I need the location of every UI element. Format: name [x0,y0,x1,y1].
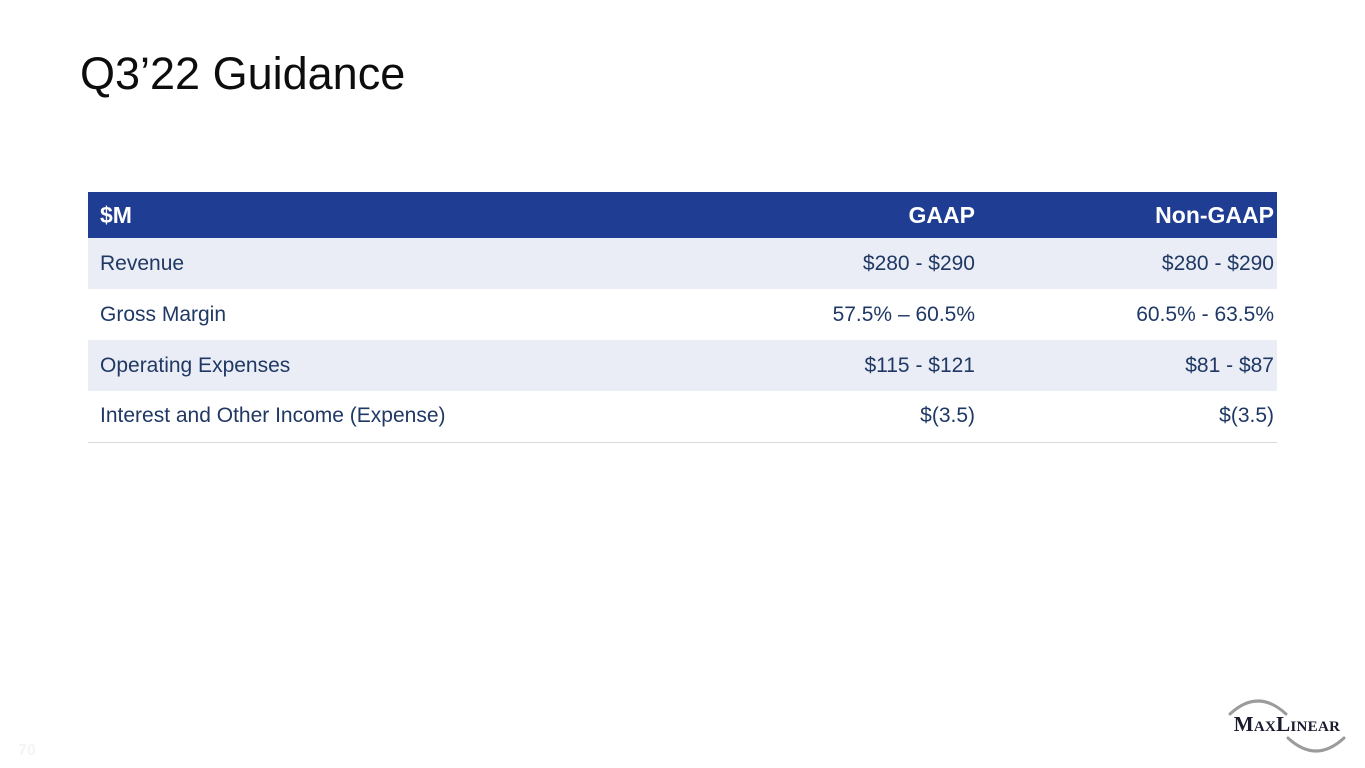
slide-title: Q3’22 Guidance [80,48,406,99]
cell-non-gaap: $(3.5) [978,391,1277,442]
page-number: 70 [18,742,36,759]
logo-wordmark: MaxLinear [1233,712,1341,736]
cell-gaap: 57.5% – 60.5% [743,289,978,340]
column-header-non-gaap: Non-GAAP [978,192,1277,238]
row-label: Revenue [88,238,743,289]
table-row-revenue [88,238,1277,289]
header-row [88,192,1277,238]
cell-gaap: $115 - $121 [743,340,978,391]
row-label: Gross Margin [88,289,743,340]
cell-non-gaap: $81 - $87 [978,340,1277,391]
row-label: Operating Expenses [88,340,743,391]
table-row-operating-expenses [88,340,1277,391]
column-header-unit: $M [88,192,743,238]
maxlinear-logo [1222,692,1352,758]
cell-gaap: $280 - $290 [743,238,978,289]
table-row-interest-other-income [88,391,1277,442]
column-header-gaap: GAAP [743,192,978,238]
cell-non-gaap: $280 - $290 [978,238,1277,289]
cell-non-gaap: 60.5% - 63.5% [978,289,1277,340]
row-label: Interest and Other Income (Expense) [88,391,743,442]
table-row-gross-margin [88,289,1277,340]
cell-gaap: $(3.5) [743,391,978,442]
guidance-table [88,192,1277,443]
guidance-table-header [88,192,1277,238]
